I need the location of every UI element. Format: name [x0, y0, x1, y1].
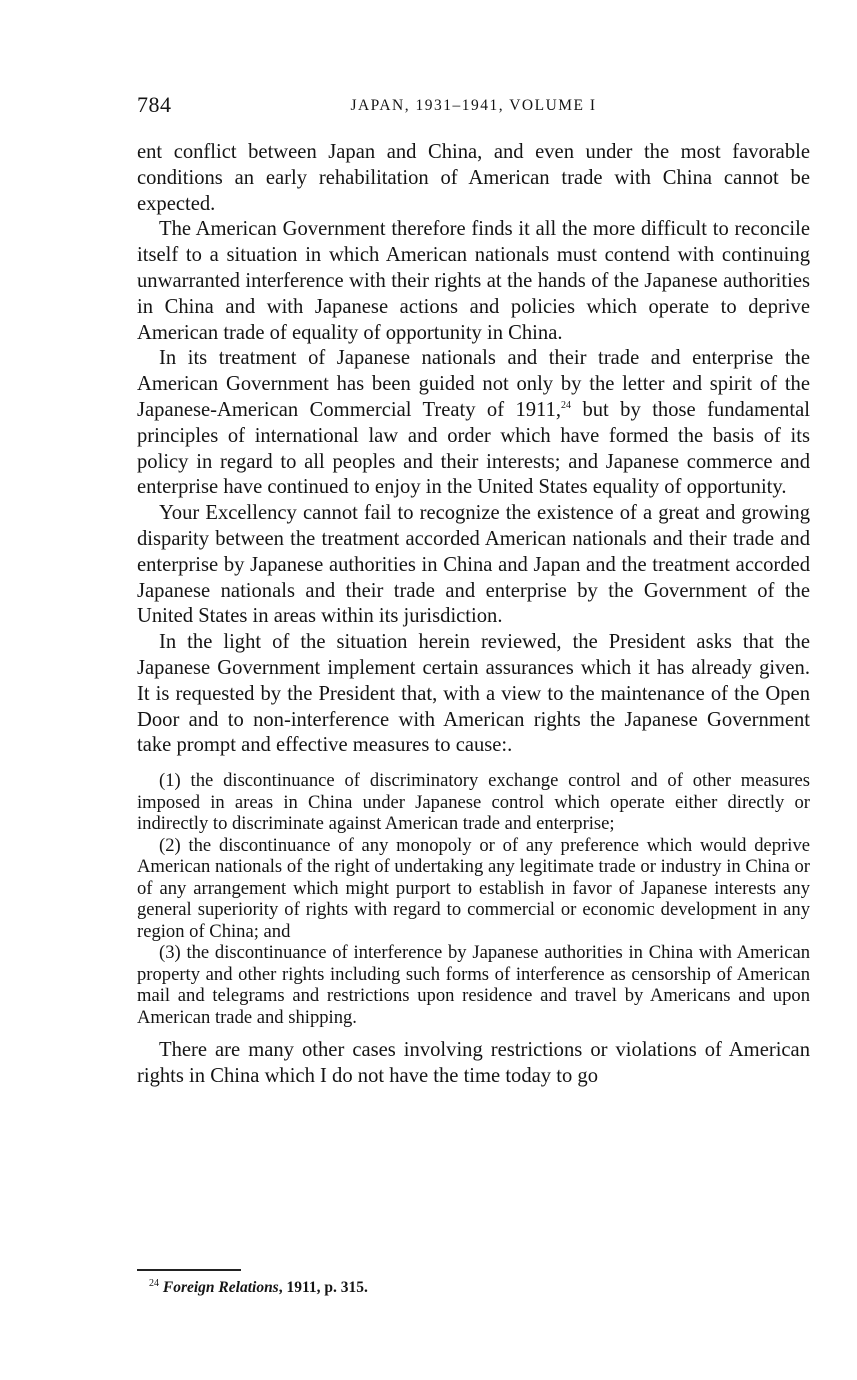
- body-text: [137, 140, 810, 1090]
- paragraph-with-footnote-ref: [137, 346, 810, 501]
- paragraph-continued: ent conflict between Japan and China, and even under the most favorable conditions an early rehabilitation of American trade with China cannot be expected.: [137, 141, 810, 215]
- running-head: JAPAN, 1931–1941, VOLUME I: [350, 97, 597, 114]
- paragraph-text: In its treatment of Japanese nationals and their trade and enterprise the American Government has been guided not only by the letter and spirit of the Japanese-American Commercial Treaty of 1911,: [137, 347, 810, 421]
- footnote-source-title: Foreign Relations: [162, 1279, 279, 1296]
- footnote-reference: 24: [561, 400, 572, 412]
- footnote: [149, 1279, 368, 1297]
- paragraph: In the light of the situation herein reviewed, the President asks that the Japanese Government implement certain assurances which it has already given. It is requested by the President that, with a view to the maintenance of the Open Door and to non-interference with American rights the Japanese Government take prompt and effective measures to cause:.: [137, 631, 810, 757]
- list-item: (2) the discontinuance of any monopoly or of any preference which would deprive American nationals of the right of undertaking any legitimate trade or industry in China or of any arrangement which might purport to establish in favor of Japanese interests any general superiority of rights with regard to commercial or economic development in any region of China; and: [137, 834, 810, 942]
- list-item: (3) the discontinuance of interference by Japanese authorities in China with American property and other rights including such forms of interference as censorship of American mail and telegrams and restrictions upon residence and travel by Americans and upon American trade and shipping.: [137, 942, 810, 1028]
- footnote-divider: [137, 1269, 241, 1271]
- list-item: (1) the discontinuance of discriminatory exchange control and of other measures imposed in areas in China under Japanese control which operate either directly or indirectly to discriminate against American trade and enterprise;: [137, 770, 810, 835]
- paragraph: The American Government therefore finds it all the more difficult to reconcile itself to a situation in which American nationals must contend with continuing unwarranted interference with their rights at the hands of the Japanese authorities in China and with Japanese actions and policies which operate to deprive American trade of equality of opportunity in China.: [137, 218, 810, 344]
- paragraph-text: but by those fundamental principles of international law and order which have formed the basis of its policy in regard to all peoples and their interests; and Japanese commerce and enterprise have continued to enjoy in the United States equality of opportunity.: [137, 398, 811, 499]
- page-header: [137, 92, 810, 122]
- paragraph: Your Excellency cannot fail to recognize the existence of a great and growing disparity between the treatment accorded American nationals and their trade and enterprise by Japanese authorities in China and Japan and the treatment accorded Japanese nationals and their trade and enterprise by the Government of the United States in areas within its jurisdiction.: [137, 502, 810, 628]
- page-number: 784: [137, 92, 172, 117]
- footnote-marker: 24: [149, 1277, 159, 1289]
- paragraph-closing: There are many other cases involving restrictions or violations of American rights in China which I do not have the time today to go: [137, 1039, 810, 1087]
- footnote-citation: , 1911, p. 315.: [278, 1279, 368, 1296]
- numbered-list: [137, 770, 810, 1028]
